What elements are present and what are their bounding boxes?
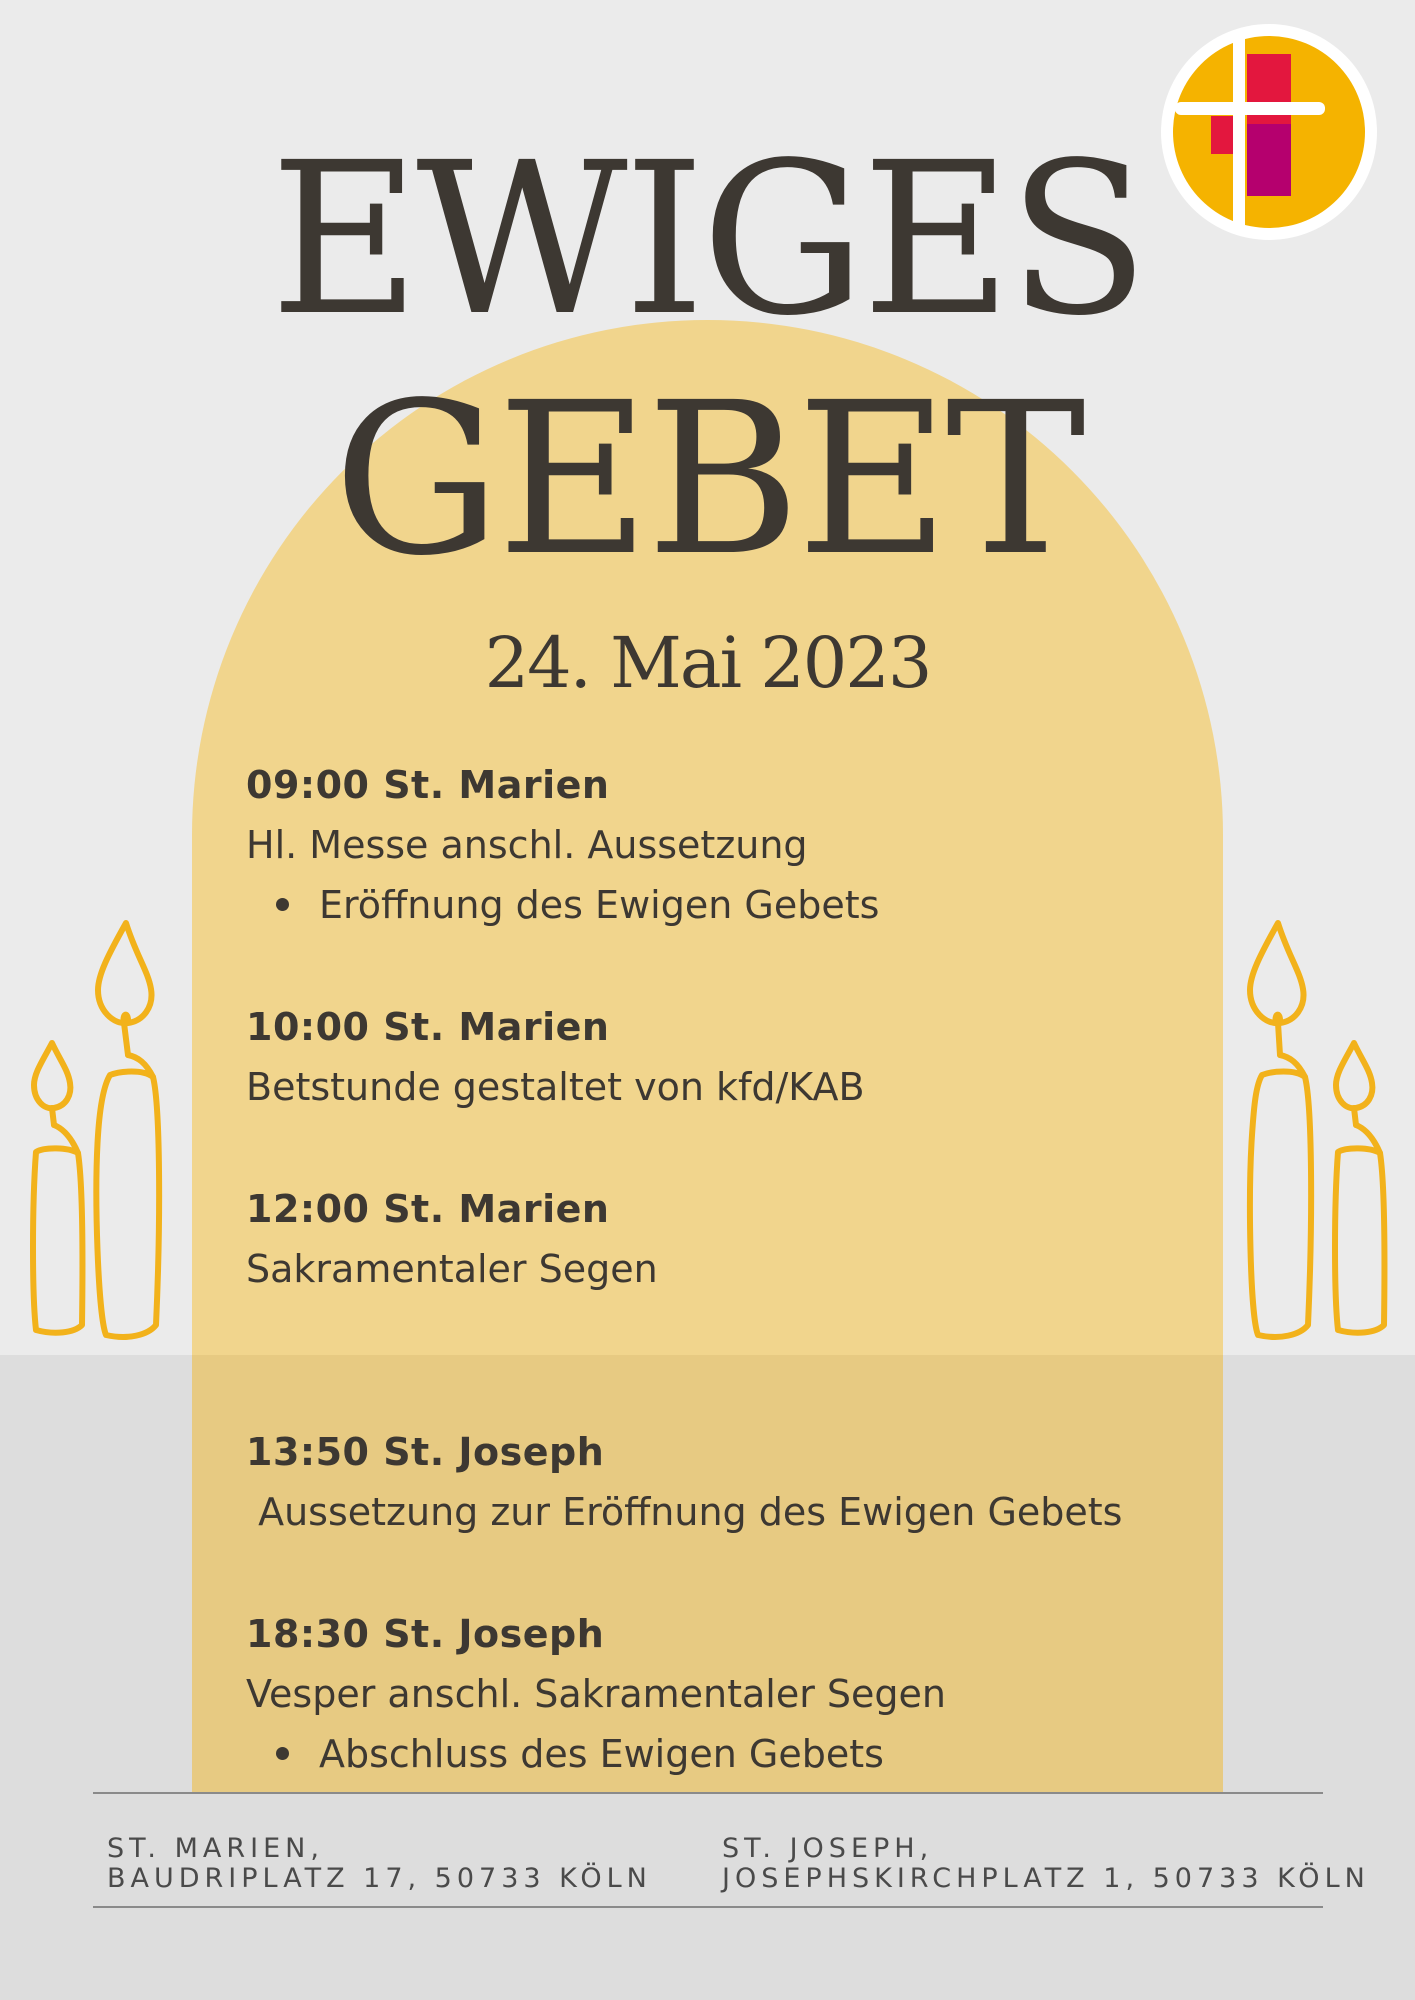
event-time: 13:50 St. Joseph (246, 1430, 605, 1474)
address-st-marien (107, 1834, 652, 1894)
title-line-1: EWIGES (269, 117, 1146, 362)
event-description: Betstunde gestaltet von kfd/KAB (246, 1065, 865, 1109)
event-description: Vesper anschl. Sakramentaler Segen (246, 1672, 946, 1716)
address-name: ST. JOSEPH, (722, 1833, 934, 1864)
footer-divider-top (93, 1792, 1323, 1794)
event-item (246, 755, 1206, 935)
event-item (246, 1422, 1206, 1542)
bullet-icon (276, 1747, 289, 1760)
event-bullet (246, 1724, 1206, 1784)
event-description: Hl. Messe anschl. Aussetzung (246, 823, 808, 867)
event-date: 24. Mai 2023 (484, 622, 931, 704)
title-line-2: GEBET (333, 357, 1082, 602)
event-time: 18:30 St. Joseph (246, 1612, 605, 1656)
footer-divider-bottom (93, 1906, 1323, 1908)
event-item (246, 1179, 1206, 1299)
event-bullet-text: Abschluss des Ewigen Gebets (319, 1732, 884, 1776)
event-item (246, 997, 1206, 1117)
address-street: JOSEPHSKIRCHPLATZ 1, 50733 KÖLN (722, 1863, 1370, 1894)
event-time: 09:00 St. Marien (246, 763, 610, 807)
bullet-icon (276, 898, 289, 911)
event-time: 10:00 St. Marien (246, 1005, 610, 1049)
address-street: BAUDRIPLATZ 17, 50733 KÖLN (107, 1863, 652, 1894)
event-description: Sakramentaler Segen (246, 1247, 658, 1291)
event-bullet (246, 875, 1206, 935)
event-description: Aussetzung zur Eröffnung des Ewigen Gebets (246, 1490, 1123, 1534)
candles-left-icon (28, 915, 173, 1355)
event-bullet-text: Eröffnung des Ewigen Gebets (319, 883, 880, 927)
address-name: ST. MARIEN, (107, 1833, 324, 1864)
event-item (246, 1604, 1206, 1784)
candles-right-icon (1240, 915, 1390, 1355)
event-time: 12:00 St. Marien (246, 1187, 610, 1231)
address-st-joseph (722, 1834, 1370, 1894)
